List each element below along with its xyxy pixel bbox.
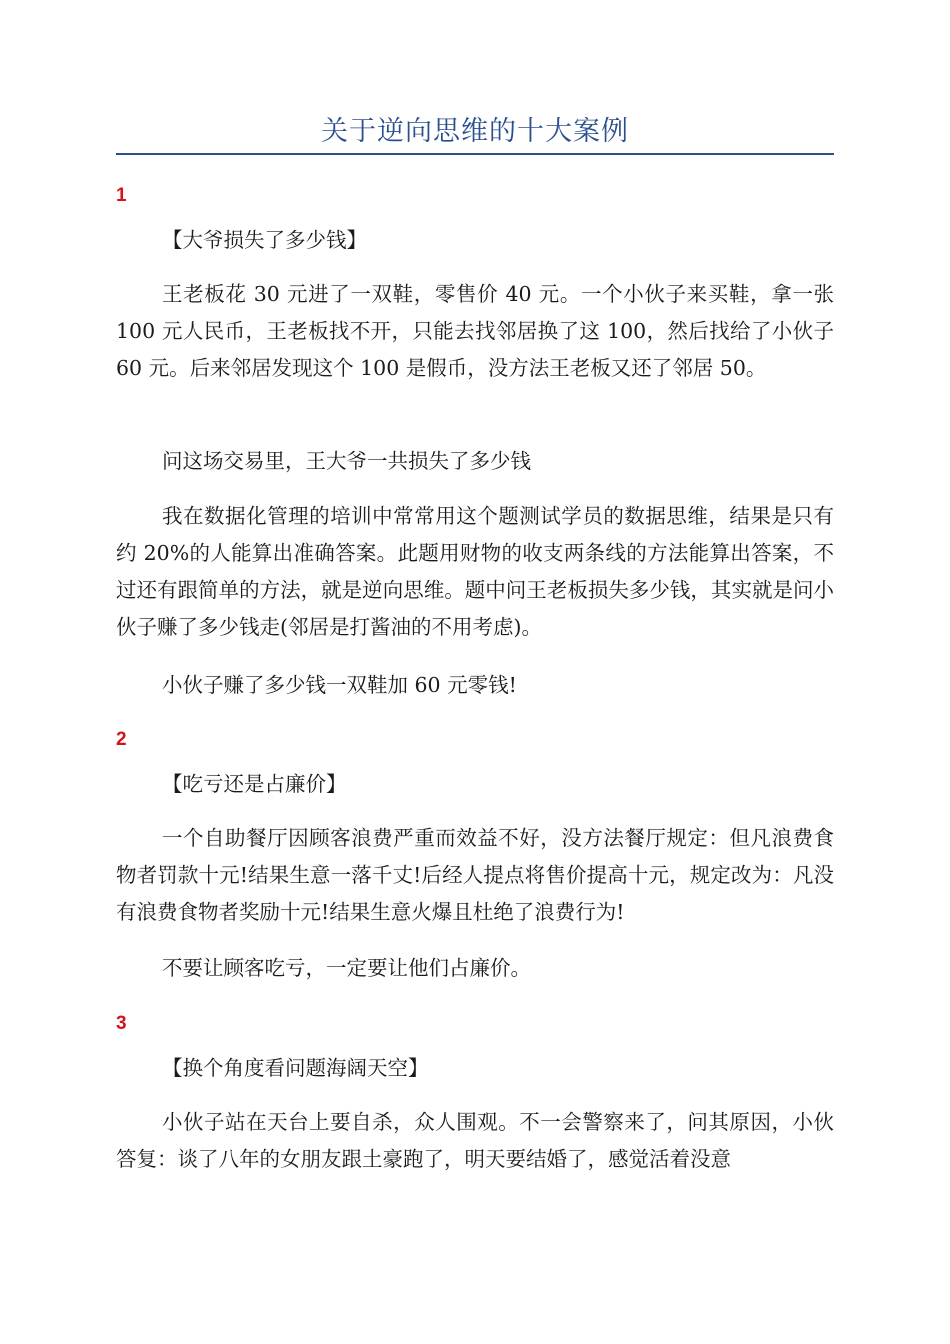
case-heading: 【吃亏还是占廉价】 [162,772,347,796]
case-number: 2 [116,729,127,750]
case-number: 1 [116,185,127,206]
title-underline [116,153,834,155]
case-number: 3 [116,1013,127,1034]
paragraph: 王老板花 30 元进了一双鞋，零售价 40 元。一个小伙子来买鞋，拿一张 100 元人民币，王老板找不开，只能去找邻居换了这 100，然后找给了小伙子 60 元。后来邻居发现这个 100 是假币，没方法王老板又还了邻居 50。 [116,282,834,380]
paragraph: 小伙子站在天台上要自杀，众人围观。不一会警察来了，问其原因，小伙答复：谈了八年的女朋友跟土豪跑了，明天要结婚了，感觉活着没意 [116,1110,834,1171]
paragraph: 我在数据化管理的培训中常常用这个题测试学员的数据思维，结果是只有约 20%的人能算出准确答案。此题用财物的收支两条线的方法能算出答案，不过还有跟简单的方法，就是逆向思维。题中问王老板损失多少钱，其实就是问小伙子赚了多少钱走(邻居是打酱油的不用考虑)。 [116,504,834,639]
paragraph: 一个自助餐厅因顾客浪费严重而效益不好，没方法餐厅规定：但凡浪费食物者罚款十元!结果生意一落千丈!后经人提点将售价提高十元，规定改为：凡没有浪费食物者奖励十元!结果生意火爆且杜绝了浪费行为! [116,826,834,924]
paragraph: 不要让顾客吃亏，一定要让他们占廉价。 [162,956,531,980]
case-heading: 【换个角度看问题海阔天空】 [162,1056,429,1080]
paragraph: 小伙子赚了多少钱一双鞋加 60 元零钱! [162,673,517,697]
page-title: 关于逆向思维的十大案例 [321,116,629,147]
case-heading: 【大爷损失了多少钱】 [162,228,367,252]
paragraph: 问这场交易里，王大爷一共损失了多少钱 [162,449,531,473]
